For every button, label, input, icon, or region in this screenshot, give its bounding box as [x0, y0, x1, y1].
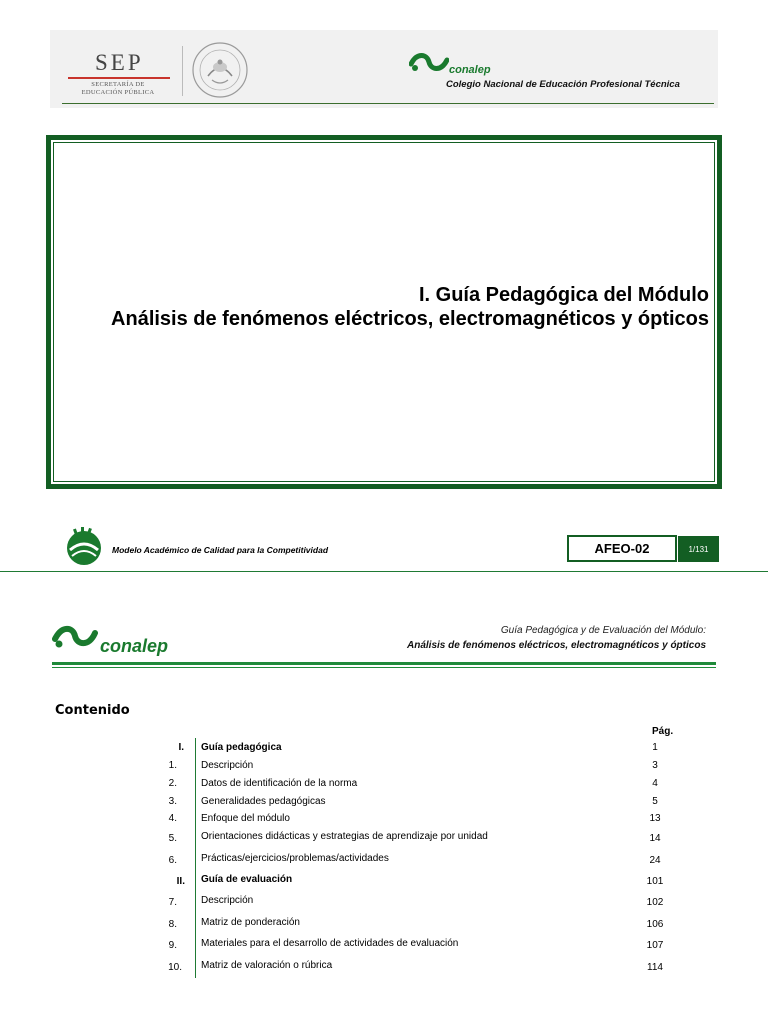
toc-page: 3: [652, 760, 658, 771]
toc-label[interactable]: Matriz de valoración o rúbrica: [201, 960, 333, 971]
toc-label[interactable]: Materiales para el desarrollo de actividades de evaluación: [201, 938, 459, 949]
toc-number: 1.: [168, 760, 177, 771]
page-separator: [0, 571, 768, 572]
toc-page: 4: [652, 778, 658, 789]
logo-divider: [182, 46, 183, 96]
toc-page: 114: [647, 962, 663, 973]
sep-subtitle-line2: EDUCACIÓN PÚBLICA: [81, 89, 155, 96]
toc-vertical-rule: [195, 738, 196, 978]
conalep-wordmark: conalep: [100, 636, 169, 656]
header-rule-thick: [52, 662, 716, 665]
toc-label[interactable]: Prácticas/ejercicios/problemas/actividades: [201, 853, 389, 864]
quality-model-tagline: Modelo Académico de Calidad para la Competitividad: [112, 545, 329, 555]
toc-page: 107: [646, 940, 664, 951]
module-guide-title: I. Guía Pedagógica del Módulo: [418, 284, 709, 306]
toc-number: 9.: [168, 940, 177, 951]
toc-label[interactable]: Guía de evaluación: [201, 874, 293, 885]
page-column-header: Pág.: [652, 726, 674, 737]
sep-logo-underline: [68, 77, 170, 79]
toc-number: 6.: [168, 855, 177, 866]
toc-number: 2.: [168, 778, 177, 789]
toc-page: 102: [646, 897, 664, 908]
sep-logo-subtitle: [70, 81, 166, 97]
document-code-box: AFEO-02: [567, 535, 677, 562]
toc-number: 7.: [168, 897, 177, 908]
toc-label[interactable]: Orientaciones didácticas y estrategias de aprendizaje por unidad: [201, 831, 488, 842]
toc-label[interactable]: Descripción: [201, 895, 254, 906]
toc-number: 5.: [168, 833, 177, 844]
toc-page: 24: [649, 855, 661, 866]
quality-model-logo-icon: [62, 526, 106, 571]
toc-number: 8.: [168, 919, 177, 930]
toc-label[interactable]: Guía pedagógica: [201, 742, 282, 753]
conalep-logo-icon: [52, 622, 98, 657]
sep-subtitle-line1: SECRETARÍA DE: [91, 81, 145, 88]
toc-page: 13: [649, 813, 661, 824]
toc-page: 5: [652, 796, 658, 807]
toc-label[interactable]: Generalidades pedagógicas: [201, 796, 326, 807]
conalep-full-name: Colegio Nacional de Educación Profesional Técnica: [446, 79, 680, 90]
contents-heading: Contenido: [55, 703, 130, 718]
module-subtitle: Análisis de fenómenos eléctricos, electromagnéticos y ópticos: [407, 640, 706, 651]
toc-label[interactable]: Descripción: [201, 760, 254, 771]
toc-number: II.: [176, 876, 185, 887]
conalep-wordmark: conalep: [449, 64, 491, 76]
toc-number: 4.: [168, 813, 177, 824]
page-indicator: 1/131: [678, 536, 719, 562]
toc-label[interactable]: Datos de identificación de la norma: [201, 778, 358, 789]
module-name-title: Análisis de fenómenos eléctricos, electromagnéticos y ópticos: [111, 308, 709, 330]
toc-label[interactable]: Enfoque del módulo: [201, 813, 290, 824]
toc-page: 106: [646, 919, 664, 930]
sep-logo-text: SEP: [95, 50, 144, 75]
toc-page: 1: [652, 742, 658, 753]
toc-page: 101: [646, 876, 664, 887]
toc-number: 10.: [168, 962, 182, 973]
header-rule-thin: [52, 667, 716, 668]
title-box: [46, 135, 722, 489]
header-divider: [62, 103, 714, 104]
toc-number: 3.: [168, 796, 177, 807]
toc-number: I.: [178, 742, 184, 753]
national-seal-icon: [190, 40, 250, 105]
conalep-logo-icon: [409, 50, 449, 81]
guide-subtitle: Guía Pedagógica y de Evaluación del Módulo:: [500, 625, 706, 636]
toc-page: 14: [649, 833, 661, 844]
toc-label[interactable]: Matriz de ponderación: [201, 917, 300, 928]
